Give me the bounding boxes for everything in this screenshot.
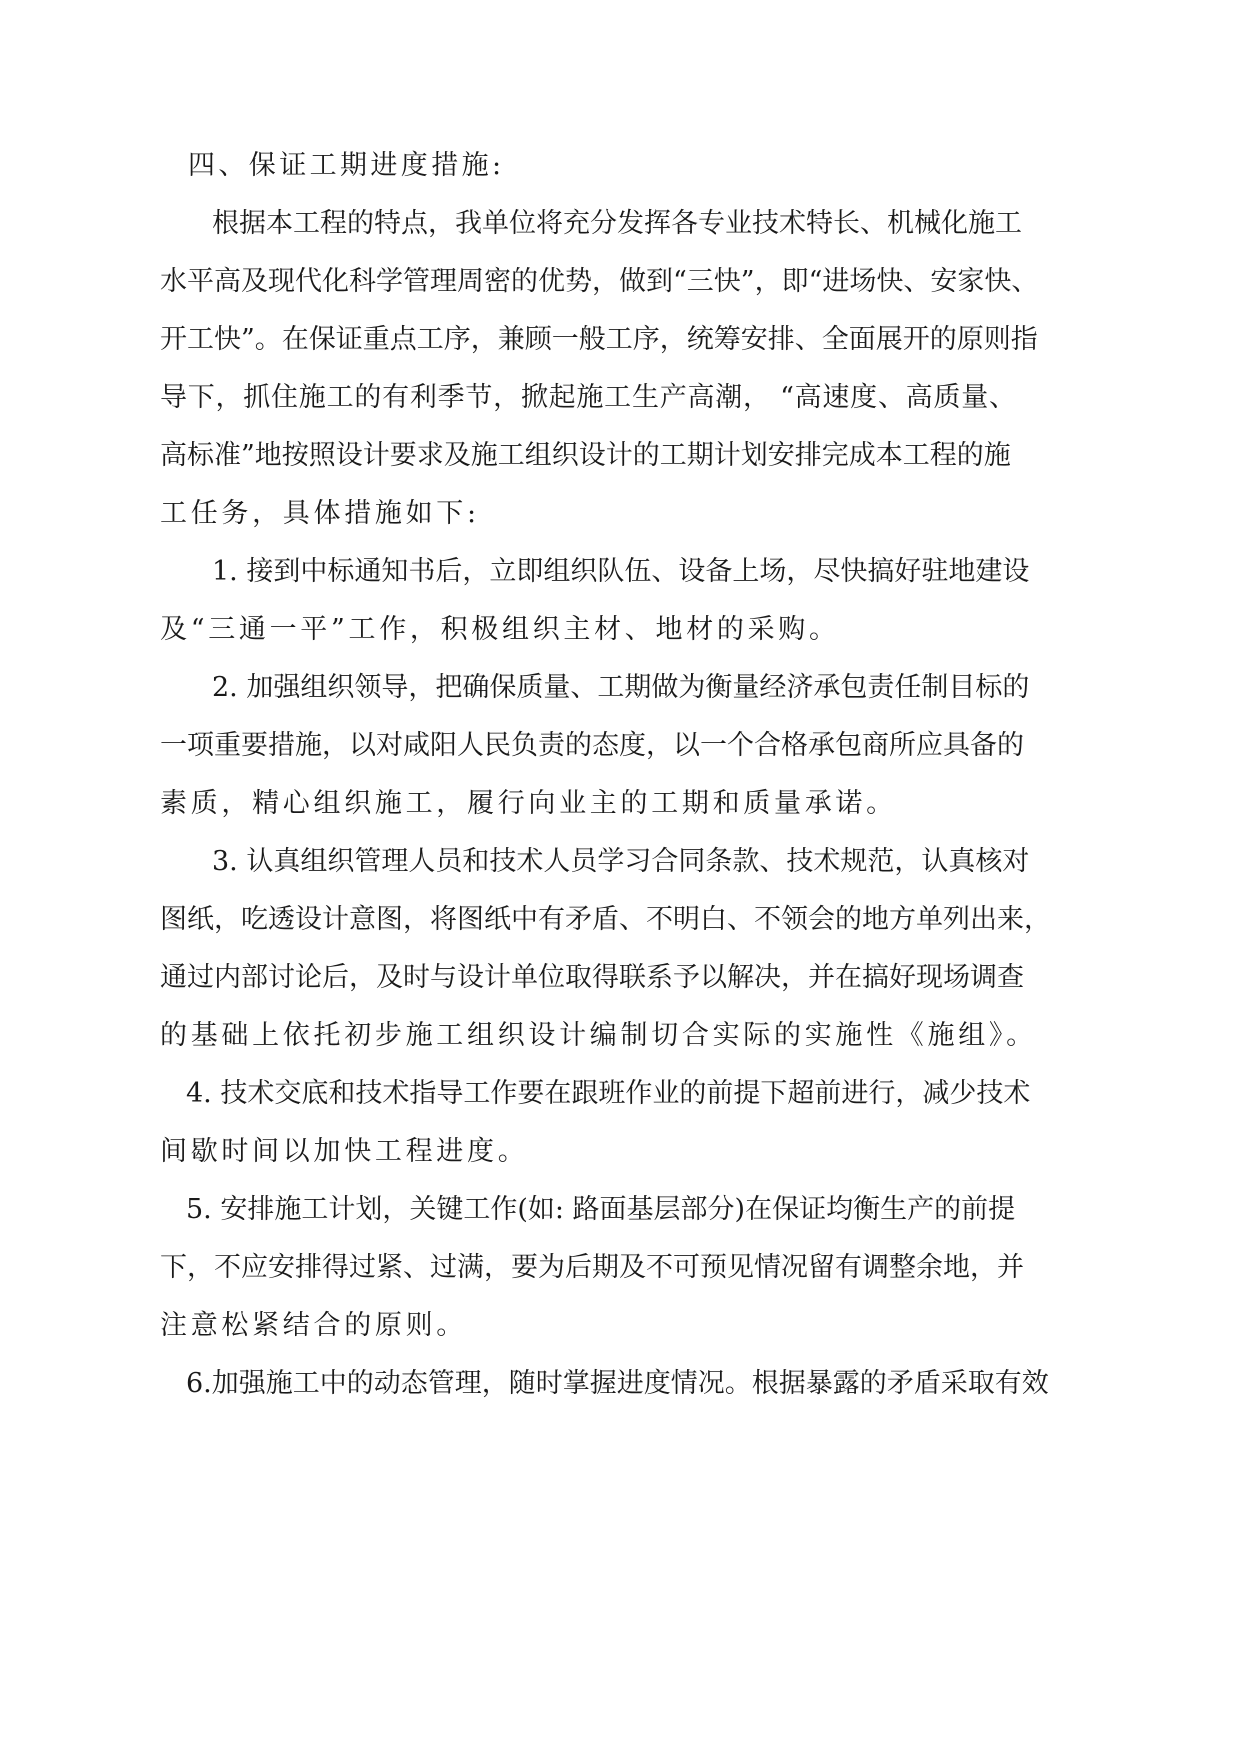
list-item-line: 2. 加强组织领导，把确保质量、工期做为衡量经济承包责任制目标的	[212, 672, 1030, 703]
list-item-line: 5. 安排施工计划，关键工作(如: 路面基层部分)在保证均衡生产的前提	[186, 1194, 1016, 1225]
list-item-line: 图纸，吃透设计意图，将图纸中有矛盾、不明白、不领会的地方单列出来，	[160, 904, 1051, 935]
list-item-line: 3. 认真组织管理人员和技术人员学习合同条款、技术规范，认真核对	[212, 846, 1030, 877]
list-item-line: 一项重要措施，以对咸阳人民负责的态度，以一个合格承包商所应具备的	[160, 730, 1024, 761]
paragraph-line: 水平高及现代化科学管理周密的优势，做到“三快”，即“进场快、安家快、	[160, 266, 1039, 297]
section-heading: 四、保证工期进度措施:	[188, 150, 505, 181]
paragraph-line: 根据本工程的特点，我单位将充分发挥各专业技术特长、机械化施工	[212, 208, 1022, 239]
list-item-line: 的基础上依托初步施工组织设计编制切合实际的实施性《施组》。	[160, 1020, 1037, 1051]
list-item-line: 注意松紧结合的原则。	[160, 1310, 467, 1341]
list-item-line: 通过内部讨论后，及时与设计单位取得联系予以解决，并在搞好现场调查	[160, 962, 1024, 993]
list-item-line: 及“三通一平”工作，积极组织主材、地材的采购。	[160, 614, 840, 645]
list-item-line: 下，不应安排得过紧、过满，要为后期及不可预见情况留有调整余地，并	[160, 1252, 1024, 1283]
paragraph-line: 导下，抓住施工的有利季节，掀起施工生产高潮， “高速度、高质量、	[160, 382, 1016, 413]
list-item-line: 1. 接到中标通知书后，立即组织队伍、设备上场，尽快搞好驻地建设	[212, 556, 1030, 587]
paragraph-line: 工任务，具体措施如下:	[160, 498, 480, 529]
list-item-line: 4. 技术交底和技术指导工作要在跟班作业的前提下超前进行，减少技术	[186, 1078, 1031, 1109]
list-item-line: 素质，精心组织施工，履行向业主的工期和质量承诺。	[160, 788, 897, 819]
paragraph-line: 开工快”。在保证重点工序，兼顾一般工序，统筹安排、全面展开的原则指	[160, 324, 1038, 355]
list-item-line: 6.加强施工中的动态管理，随时掌握进度情况。根据暴露的矛盾采取有效	[186, 1368, 1049, 1399]
list-item-line: 间歇时间以加快工程进度。	[160, 1136, 529, 1167]
paragraph-line: 高标准”地按照设计要求及施工组织设计的工期计划安排完成本工程的施	[160, 440, 1011, 471]
